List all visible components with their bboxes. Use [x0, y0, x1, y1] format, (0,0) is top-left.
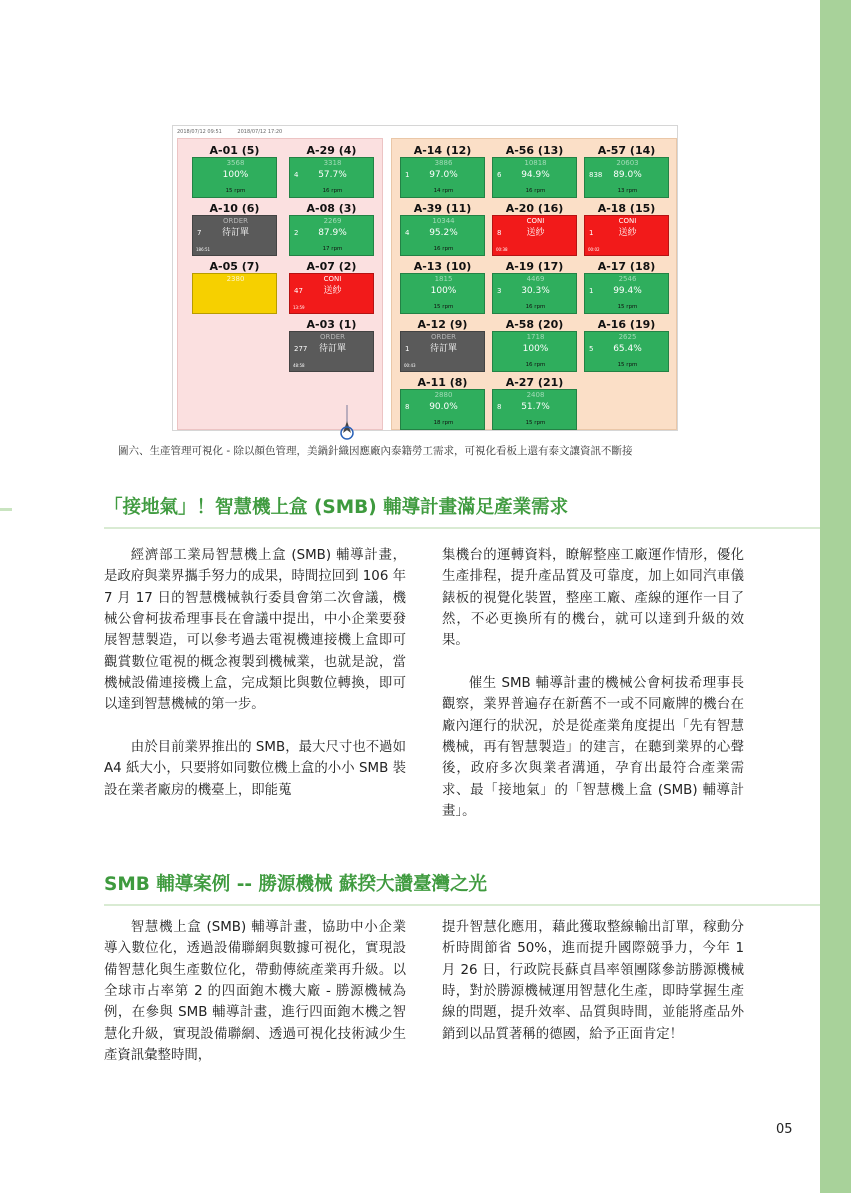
machine-count: 3568: [226, 159, 245, 167]
machine-panel-right: [391, 138, 677, 430]
machine-elapsed: 00:43: [404, 363, 416, 368]
machine-tile: [400, 318, 485, 372]
machine-efficiency: 送紗: [526, 228, 545, 238]
machine-status-box: [400, 389, 485, 430]
machine-tile: [192, 202, 277, 256]
dashboard-timestamps: [173, 126, 679, 138]
left-margin-mark: [0, 508, 12, 511]
machine-side-value: 5: [589, 345, 594, 353]
machine-elapsed: 00:02: [588, 247, 600, 252]
machine-status-box: [289, 331, 374, 372]
machine-efficiency: 100%: [222, 170, 249, 180]
machine-tile: [400, 260, 485, 314]
machine-status-box: [584, 331, 669, 372]
machine-count: 2408: [526, 391, 545, 399]
paragraph: 經濟部工業局智慧機上盒 (SMB) 輔導計畫，是政府與業界攜手努力的成果，時間拉回到 106 年 7 月 17 日的智慧機械執行委員會第二次會議，機械公會柯拔希理事長在會議中提出，中小企業要發展智慧製造，可以參考過去電視機連接機上盒即可觀賞數位電視的概念複製到機械業，也就是說，當機械設備連接機上盒，完成類比與數位轉換，即可以達到智慧機械的第一步。: [104, 548, 406, 713]
machine-efficiency: 57.7%: [318, 170, 347, 180]
machine-side-value: 8: [405, 403, 410, 411]
machine-efficiency: 90.0%: [429, 402, 458, 412]
machine-tile: [584, 318, 669, 372]
machine-count: 2546: [618, 275, 637, 283]
figure-caption: 圖六、生產管理可視化 - 除以顏色管理，美鍋針織因應廠內泰籍勞工需求，可視化看板上還有泰文讓資訊不斷接: [118, 445, 633, 457]
machine-count: 10818: [524, 159, 547, 167]
timestamp-start: 2018/07/12 09:51: [177, 129, 222, 135]
machine-efficiency: 100%: [522, 344, 549, 354]
machine-status-box: [492, 331, 577, 372]
machine-status-box: [400, 331, 485, 372]
machine-rpm: 15 rpm: [617, 304, 638, 310]
machine-count: CONI: [323, 275, 342, 283]
machine-count: 2880: [434, 391, 453, 399]
machine-efficiency: 89.0%: [613, 170, 642, 180]
machine-status-box: [584, 157, 669, 198]
machine-name: A-12 (9): [417, 318, 468, 331]
machine-name: A-19 (17): [505, 260, 564, 273]
machine-name: A-18 (15): [597, 202, 656, 215]
machine-efficiency: 待訂單: [429, 344, 457, 354]
machine-name: A-14 (12): [413, 144, 472, 157]
machine-name: A-16 (19): [597, 318, 656, 331]
machine-name: A-10 (6): [209, 202, 260, 215]
machine-count: 3318: [323, 159, 342, 167]
machine-tile: [192, 144, 277, 198]
machine-count: 4469: [526, 275, 545, 283]
machine-tile: [492, 202, 577, 256]
machine-count: 2625: [618, 333, 637, 341]
machine-name: A-29 (4): [306, 144, 357, 157]
machine-side-value: 3: [497, 287, 502, 295]
machine-efficiency: 99.4%: [613, 286, 642, 296]
machine-side-value: 838: [589, 171, 603, 179]
machine-efficiency: 97.0%: [429, 170, 458, 180]
machine-status-box: [400, 215, 485, 256]
machine-efficiency: 95.2%: [429, 228, 458, 238]
section2-rule: [104, 904, 820, 906]
machine-name: A-07 (2): [306, 260, 357, 273]
machine-count: ORDER: [319, 333, 346, 341]
machine-tile: [289, 260, 374, 314]
machine-tile: [400, 202, 485, 256]
machine-efficiency: 87.9%: [318, 228, 347, 238]
machine-side-value: 6: [497, 171, 502, 179]
machine-count: 1718: [526, 333, 545, 341]
machine-tile: [400, 376, 485, 430]
machine-status-box: [584, 273, 669, 314]
machine-tile: [492, 144, 577, 198]
machine-name: A-03 (1): [306, 318, 357, 331]
machine-rpm: 15 rpm: [617, 362, 638, 368]
section1-title: 「接地氣」！智慧機上盒 (SMB) 輔導計畫滿足產業需求: [104, 497, 569, 518]
section1-right-column: [442, 545, 744, 822]
machine-side-value: 1: [405, 171, 410, 179]
paragraph: 智慧機上盒 (SMB) 輔導計畫，協助中小企業導入數位化，透過設備聯網與數據可視化，實現設備智慧化與生產數位化，帶動傳統產業再升級。以全球市占率第 2 的四面鉋木機大廠 - 勝源機械為例，在參與 SMB 輔導計畫，進行四面鉋木機之智慧化升級，實現設備聯網、透過可視化技術減少生產資訊彙整時間，: [104, 920, 406, 1064]
machine-tile: [289, 318, 374, 372]
machine-count: CONI: [618, 217, 637, 225]
machine-name: A-27 (21): [505, 376, 564, 389]
machine-count: 2269: [323, 217, 342, 225]
machine-efficiency: 30.3%: [521, 286, 550, 296]
machine-count: 3886: [434, 159, 453, 167]
machine-elapsed: 186:51: [196, 247, 211, 252]
paragraph: 由於目前業界推出的 SMB，最大尺寸也不過如 A4 紙大小，只要將如同數位機上盒的小小 SMB 裝設在業者廠房的機臺上，即能蒐: [104, 740, 406, 798]
machine-side-value: 47: [294, 287, 303, 295]
machine-tile: [584, 144, 669, 198]
section2-left-column: [104, 917, 406, 1066]
machine-side-value: 4: [294, 171, 299, 179]
production-dashboard-figure: [172, 125, 678, 431]
paragraph: 提升智慧化應用，藉此獲取整線輸出訂單，稼動分析時間節省 50%，進而提升國際競爭力，今年 1 月 26 日，行政院長蘇貞昌率領團隊參訪勝源機械時，對於勝源機械運用智慧化生產，即時掌握生產線的問題，提升效率、品質與時間，並能將產品外銷到以品質著稱的德國，給予正面肯定！: [442, 920, 744, 1042]
machine-name: A-08 (3): [306, 202, 357, 215]
machine-tile: [289, 202, 374, 256]
machine-rpm: 13 rpm: [617, 188, 638, 194]
machine-efficiency: 100%: [430, 286, 457, 296]
machine-efficiency: 送紗: [323, 286, 342, 296]
machine-side-value: 1: [589, 287, 594, 295]
machine-elapsed: 13:59: [293, 305, 305, 310]
machine-name: A-11 (8): [417, 376, 468, 389]
machine-rpm: 17 rpm: [322, 246, 343, 252]
machine-rpm: 15 rpm: [225, 188, 246, 194]
machine-tile: [289, 144, 374, 198]
machine-name: A-05 (7): [209, 260, 260, 273]
machine-tile: [492, 376, 577, 430]
machine-name: A-56 (13): [505, 144, 564, 157]
machine-status-box: [400, 157, 485, 198]
machine-status-box: [192, 273, 277, 314]
machine-tile: [400, 144, 485, 198]
machine-side-value: 1: [589, 229, 594, 237]
machine-tile: [492, 260, 577, 314]
timestamp-end: 2018/07/12 17:20: [237, 129, 283, 135]
paragraph: 集機台的運轉資料，瞭解整座工廠運作情形，優化生產排程，提升產品質及可靠度，加上如同汽車儀錶板的視覺化裝置，整座工廠、產線的運作一目了然，不必更換所有的機台，就可以達到升級的效果。: [442, 548, 744, 649]
machine-side-value: 1: [405, 345, 410, 353]
machine-count: CONI: [526, 217, 545, 225]
machine-count: 10344: [432, 217, 455, 225]
machine-name: A-17 (18): [597, 260, 656, 273]
machine-panel-left: [177, 138, 383, 430]
machine-rpm: 15 rpm: [525, 420, 546, 426]
machine-count: 1815: [434, 275, 453, 283]
machine-rpm: 16 rpm: [525, 362, 546, 368]
machine-status-box: [492, 273, 577, 314]
machine-efficiency: 待訂單: [221, 228, 249, 238]
machine-status-box: [289, 215, 374, 256]
machine-status-box: [584, 215, 669, 256]
paragraph: 催生 SMB 輔導計畫的機械公會柯拔希理事長觀察，業界普遍存在新舊不一或不同廠牌的機台在廠內運行的狀況，於是從產業角度提出「先有智慧機械，再有智慧製造」的建言，在聽到業界的心聲後，政府多次與業者溝通，孕育出最符合產業需求、最「接地氣」的「智慧機上盒 (SMB) 輔導計畫」。: [442, 676, 744, 820]
machine-rpm: 14 rpm: [433, 188, 454, 194]
machine-count: 2380: [226, 275, 245, 283]
section2-right-column: [442, 917, 744, 1045]
machine-rpm: 15 rpm: [433, 304, 454, 310]
machine-elapsed: 48:58: [293, 363, 305, 368]
machine-side-value: 4: [405, 229, 410, 237]
page-number: 05: [776, 1122, 793, 1137]
machine-rpm: 18 rpm: [433, 420, 454, 426]
machine-side-value: 8: [497, 403, 502, 411]
machine-rpm: 16 rpm: [525, 188, 546, 194]
machine-rpm: 16 rpm: [525, 304, 546, 310]
machine-efficiency: 65.4%: [613, 344, 642, 354]
machine-status-box: [492, 157, 577, 198]
machine-count: ORDER: [430, 333, 457, 341]
machine-rpm: 16 rpm: [322, 188, 343, 194]
machine-name: A-01 (5): [209, 144, 260, 157]
machine-status-box: [400, 273, 485, 314]
machine-tile: [192, 260, 277, 314]
machine-side-value: 8: [497, 229, 502, 237]
machine-tile: [584, 260, 669, 314]
machine-side-value: 277: [294, 345, 308, 353]
machine-status-box: [289, 157, 374, 198]
machine-name: A-58 (20): [505, 318, 564, 331]
machine-efficiency: 待訂單: [318, 344, 346, 354]
machine-status-box: [289, 273, 374, 314]
side-color-bar: [820, 0, 851, 1193]
machine-status-box: [492, 389, 577, 430]
machine-side-value: 7: [197, 229, 202, 237]
machine-name: A-20 (16): [505, 202, 564, 215]
machine-status-box: [192, 215, 277, 256]
machine-name: A-13 (10): [413, 260, 472, 273]
machine-efficiency: 送紗: [618, 228, 637, 238]
machine-side-value: 2: [294, 229, 299, 237]
machine-tile: [492, 318, 577, 372]
machine-name: A-57 (14): [597, 144, 656, 157]
machine-elapsed: 00:38: [496, 247, 508, 252]
section1-rule: [104, 527, 820, 529]
section1-left-column: [104, 545, 406, 801]
machine-efficiency: 51.7%: [521, 402, 550, 412]
machine-status-box: [192, 157, 277, 198]
machine-count: 20603: [616, 159, 639, 167]
machine-tile: [584, 202, 669, 256]
section2-title: SMB 輔導案例 -- 勝源機械 蘇揆大讚臺灣之光: [104, 874, 487, 895]
machine-efficiency: 94.9%: [521, 170, 550, 180]
compass-icon: [337, 403, 357, 443]
machine-count: ORDER: [222, 217, 249, 225]
machine-status-box: [492, 215, 577, 256]
machine-rpm: 16 rpm: [433, 246, 454, 252]
machine-name: A-39 (11): [413, 202, 472, 215]
